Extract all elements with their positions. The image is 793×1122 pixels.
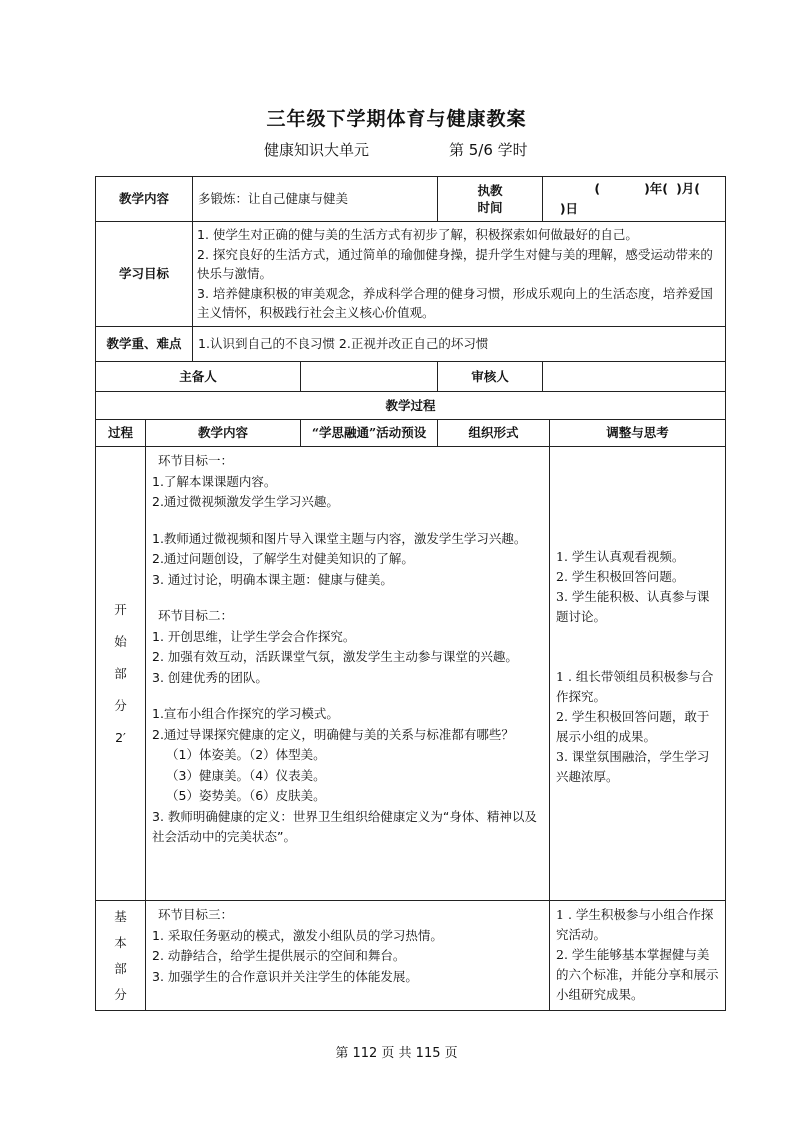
basic-content [146,901,550,1011]
date-year: )年( [644,181,669,196]
stage-char: 2′ [115,729,126,745]
reviewer-value [543,362,726,392]
process-title-row [96,392,726,420]
key-value: 1.认识到自己的不良习惯 2.正视并改正自己的坏习惯 [193,327,726,362]
content-line: 1.教师通过微视频和图片导入课堂主题与内容，激发学生学习兴趣。 [152,530,527,546]
reflection-line: 2. 学生能够基本掌握健与美的六个标准，并能分享和展示小组研究成果。 [556,947,719,1002]
goals-list [193,222,726,327]
content-line: 3. 创建优秀的团队。 [152,669,268,685]
stage-char: 基 [114,908,127,924]
start-content [146,447,550,901]
unit-name: 健康知识大单元 [264,141,370,159]
date-month: )月( [676,181,701,196]
basic-reflection [550,901,726,1011]
reflection-line: 1. 学生认真观看视频。 [556,549,685,564]
content-line: 3. 教师明确健康的定义：世界卫生组织给健康定义为“身体、精神以及社会活动中的完美状态”。 [152,808,537,844]
goal-item: 1. 使学生对正确的健与美的生活方式有初步了解，积极探索如何做最好的自己。 [197,227,638,243]
reflection-line: 3. 课堂氛围融洽，学生学习兴趣浓厚。 [556,749,710,784]
exec-time-label [438,177,543,222]
content-line: 环节目标二： [158,608,234,623]
stage-char: 分 [114,697,127,713]
header-reflection: 调整与思考 [550,420,726,447]
process-title: 教学过程 [96,392,726,420]
reflection-line: 1 . 学生积极参与小组合作探究活动。 [556,907,714,942]
stage-char: 分 [114,986,127,1002]
content-value: 多锻炼：让自己健康与健美 [193,177,438,222]
stage-char: 部 [114,960,127,976]
goals-row [96,222,726,327]
page-title: 三年级下学期体育与健康教案 [266,108,527,130]
content-line: 环节目标一： [158,453,234,468]
content-row [96,177,726,222]
stage-start [96,447,146,901]
preparer-label: 主备人 [96,362,301,392]
content-label: 教学内容 [96,177,193,222]
content-line: 2.通过微视频激发学生学习兴趣。 [152,494,339,509]
exec-time-label-1: 执教 [477,183,503,198]
content-line: （1）体姿美。（2）体型美。 [166,747,326,762]
content-line: （5）姿势美。（6）皮肤美。 [166,788,326,803]
key-label: 教学重、难点 [96,327,193,362]
date-open: ( [594,181,601,196]
start-reflection [550,447,726,901]
lesson-number: 第 5/6 学时 [449,141,528,159]
exec-date [543,177,726,222]
reflection-line: 1 . 组长带领组员积极参与合作探究。 [556,669,714,704]
lesson-plan-table [95,176,726,1011]
content-line: 1. 采取任务驱动的模式，激发小组队员的学习热情。 [152,927,443,943]
content-line: 2. 动静结合，给学生提供展示的空间和舞台。 [152,948,406,963]
reflection-line: 2. 学生积极回答问题，敢于展示小组的成果。 [556,709,710,744]
header-content: 教学内容 [146,420,301,447]
header-activity: “学思融通”活动预设 [301,420,438,447]
stage-basic [96,901,146,1011]
content-line: 1.宣布小组合作探究的学习模式。 [152,706,339,721]
content-line: 2.通过导课探究健康的定义，明确健与美的关系与标准都有哪些？ [152,726,514,742]
header-organization: 组织形式 [438,420,550,447]
exec-time-label-2: 时间 [477,200,503,215]
goals-label: 学习目标 [96,222,193,327]
content-line: 2. 加强有效互动，活跃课堂气氛，激发学生主动参与课堂的兴趣。 [152,649,518,664]
key-row [96,327,726,362]
content-line: 1.了解本课课题内容。 [152,473,277,489]
basic-section-row [96,901,726,1011]
reviewer-label: 审核人 [438,362,543,392]
goal-item: 3. 培养健康积极的审美观念，养成科学合理的健身习惯，形成乐观向上的生活态度，培养爱国主义情怀，积极践行社会主义核心价值观。 [197,285,713,321]
header-stage: 过程 [96,420,146,447]
stage-char: 部 [114,665,127,681]
content-line: 3. 通过讨论，明确本课主题：健康与健美。 [152,571,393,587]
process-header-row [96,420,726,447]
stage-char: 开 [114,601,127,617]
date-day: )日 [559,201,579,216]
content-line: 1. 开创思维，让学生学会合作探究。 [152,628,356,644]
content-line: 3. 加强学生的合作意识并关注学生的体能发展。 [152,968,418,984]
preparer-row [96,362,726,392]
content-line: 环节目标三： [158,907,234,922]
page-footer: 第 112 页 共 115 页 [335,1046,458,1061]
reflection-line: 3. 学生能积极、认真参与课题讨论。 [556,589,710,624]
preparer-value [301,362,438,392]
stage-char: 本 [114,934,127,950]
goal-item: 2. 探究良好的生活方式，通过简单的瑜伽健身操，提升学生对健与美的理解，感受运动带来的快乐与激情。 [197,246,713,282]
content-line: （3）健康美。（4）仪表美。 [166,767,326,783]
start-section-row [96,447,726,901]
reflection-line: 2. 学生积极回答问题。 [556,569,685,584]
content-line: 2.通过问题创设，了解学生对健美知识的了解。 [152,551,414,566]
stage-char: 始 [114,633,127,649]
